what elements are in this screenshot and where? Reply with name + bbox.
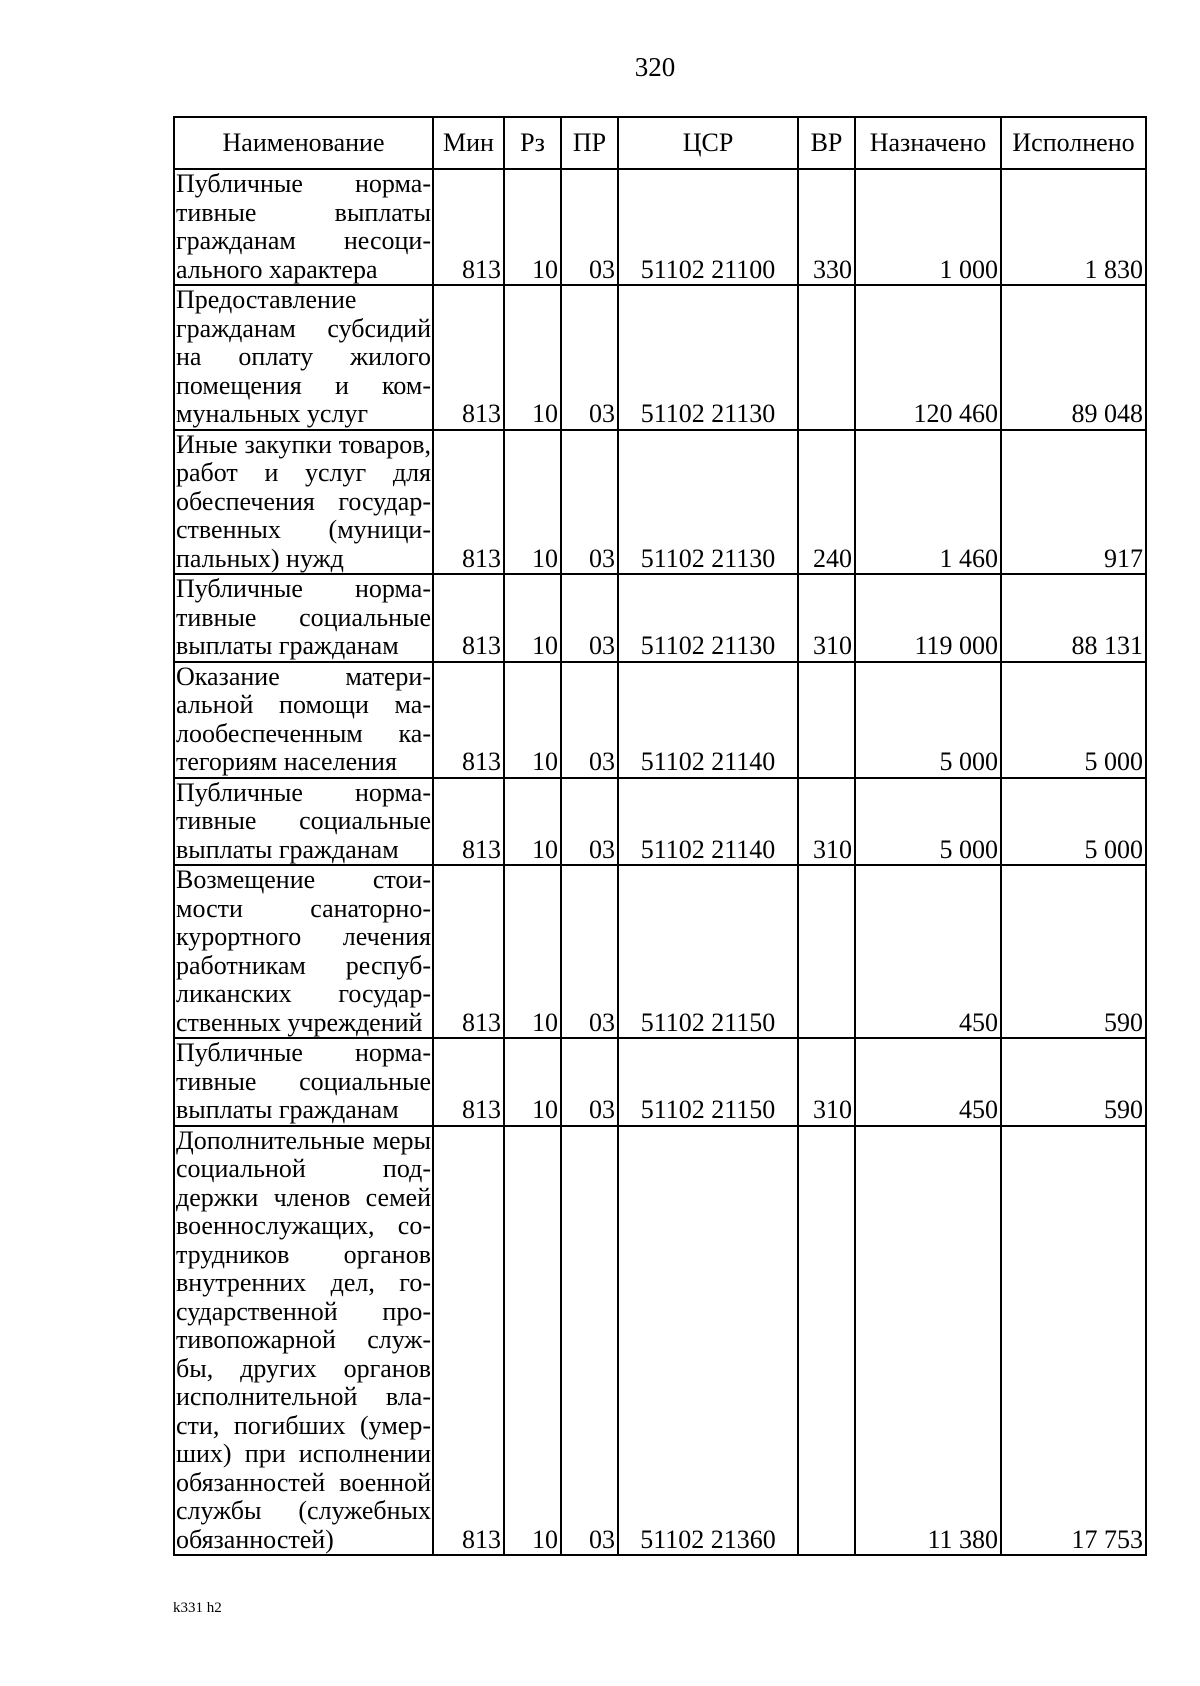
row-assigned: 1 000 (855, 169, 1001, 285)
page-number: 320 (634, 52, 676, 82)
row-executed: 88 131 (1001, 574, 1146, 662)
row-name: Публичные нормативные социальные выплаты гражданам (176, 574, 431, 660)
row-name: Публичные нормативные социальные выплаты гражданам (176, 777, 431, 864)
table-row (174, 778, 1146, 866)
row-name: Дополнительные меры социальной поддержки членов семей военнослужащих, сотрудников органов внутренних дел, государственной противопожарной службы, других органов исполнительной власти, погибших (умерших) при исполнении обязанностей военной службы (служебных обязанностей) (176, 1125, 431, 1554)
row-pr: 03 (561, 778, 618, 866)
header-pr: ПР (561, 117, 618, 169)
table-row (174, 574, 1146, 662)
row-assigned: 450 (855, 1038, 1001, 1126)
header-assigned: Назначено (855, 117, 1001, 169)
table-row (174, 1126, 1146, 1556)
row-assigned: 5 000 (855, 662, 1001, 778)
row-vr: 310 (798, 778, 855, 866)
row-min: 813 (433, 865, 504, 1038)
row-assigned: 450 (855, 865, 1001, 1038)
row-min: 813 (433, 1126, 504, 1556)
table-row (174, 169, 1146, 285)
row-name: Публичные нормативные социальные выплаты гражданам (176, 1038, 431, 1124)
row-pr: 03 (561, 1126, 618, 1556)
row-min: 813 (433, 169, 504, 285)
row-name: Публичные нормативные выплаты гражданам несоциального характера (176, 169, 431, 284)
row-rz: 10 (504, 662, 561, 778)
row-executed: 5 000 (1001, 662, 1146, 778)
header-name: Наименование (174, 117, 433, 169)
table-row (174, 430, 1146, 575)
row-executed: 917 (1001, 430, 1146, 575)
table-header-row (174, 117, 1146, 169)
row-csr: 51102 21100 (618, 169, 798, 285)
row-pr: 03 (561, 574, 618, 662)
row-pr: 03 (561, 662, 618, 778)
row-min: 813 (433, 1038, 504, 1126)
row-name: Иные закупки товаров, работ и услуг для обеспечения государственных (муниципальных) нужд (176, 429, 431, 573)
row-executed: 1 830 (1001, 169, 1146, 285)
row-csr: 51102 21130 (618, 285, 798, 430)
row-csr: 51102 21130 (618, 574, 798, 662)
footer-code: k331 h2 (173, 1600, 222, 1616)
row-csr: 51102 21140 (618, 662, 798, 778)
header-vr: ВР (798, 117, 855, 169)
row-min: 813 (433, 285, 504, 430)
row-vr (798, 285, 855, 430)
table-row (174, 1038, 1146, 1126)
row-pr: 03 (561, 430, 618, 575)
row-min: 813 (433, 430, 504, 575)
row-rz: 10 (504, 169, 561, 285)
row-rz: 10 (504, 430, 561, 575)
row-vr (798, 865, 855, 1038)
row-rz: 10 (504, 865, 561, 1038)
row-min: 813 (433, 574, 504, 662)
row-rz: 10 (504, 1038, 561, 1126)
row-name: Возмещение стоимости санаторно-курортного лечения работникам республиканских государственных учреждений (176, 865, 431, 1037)
row-assigned: 119 000 (855, 574, 1001, 662)
row-vr: 310 (798, 574, 855, 662)
row-pr: 03 (561, 285, 618, 430)
row-rz: 10 (504, 1126, 561, 1556)
row-vr: 330 (798, 169, 855, 285)
row-rz: 10 (504, 778, 561, 866)
row-name: Предоставление гражданам субсидий на оплату жилого помещения и коммунальных услуг (176, 285, 431, 428)
header-min: Мин (433, 117, 504, 169)
row-executed: 89 048 (1001, 285, 1146, 430)
row-executed: 5 000 (1001, 778, 1146, 866)
row-min: 813 (433, 778, 504, 866)
header-executed: Исполнено (1001, 117, 1146, 169)
table-row (174, 285, 1146, 430)
row-executed: 17 753 (1001, 1126, 1146, 1556)
row-csr: 51102 21140 (618, 778, 798, 866)
row-csr: 51102 21360 (618, 1126, 798, 1556)
row-vr: 240 (798, 430, 855, 575)
row-assigned: 1 460 (855, 430, 1001, 575)
row-pr: 03 (561, 865, 618, 1038)
row-vr (798, 662, 855, 778)
row-rz: 10 (504, 285, 561, 430)
budget-table (173, 116, 1147, 1556)
row-csr: 51102 21150 (618, 865, 798, 1038)
row-csr: 51102 21130 (618, 430, 798, 575)
header-rz: Рз (504, 117, 561, 169)
row-name: Оказание материальной помощи малообеспеченным категориям населения (176, 661, 431, 776)
row-assigned: 11 380 (855, 1126, 1001, 1556)
row-assigned: 120 460 (855, 285, 1001, 430)
row-pr: 03 (561, 1038, 618, 1126)
table-row (174, 865, 1146, 1038)
row-executed: 590 (1001, 865, 1146, 1038)
row-executed: 590 (1001, 1038, 1146, 1126)
row-csr: 51102 21150 (618, 1038, 798, 1126)
row-rz: 10 (504, 574, 561, 662)
row-assigned: 5 000 (855, 778, 1001, 866)
row-pr: 03 (561, 169, 618, 285)
header-csr: ЦСР (618, 117, 798, 169)
row-vr (798, 1126, 855, 1556)
row-min: 813 (433, 662, 504, 778)
row-vr: 310 (798, 1038, 855, 1126)
table-row (174, 662, 1146, 778)
